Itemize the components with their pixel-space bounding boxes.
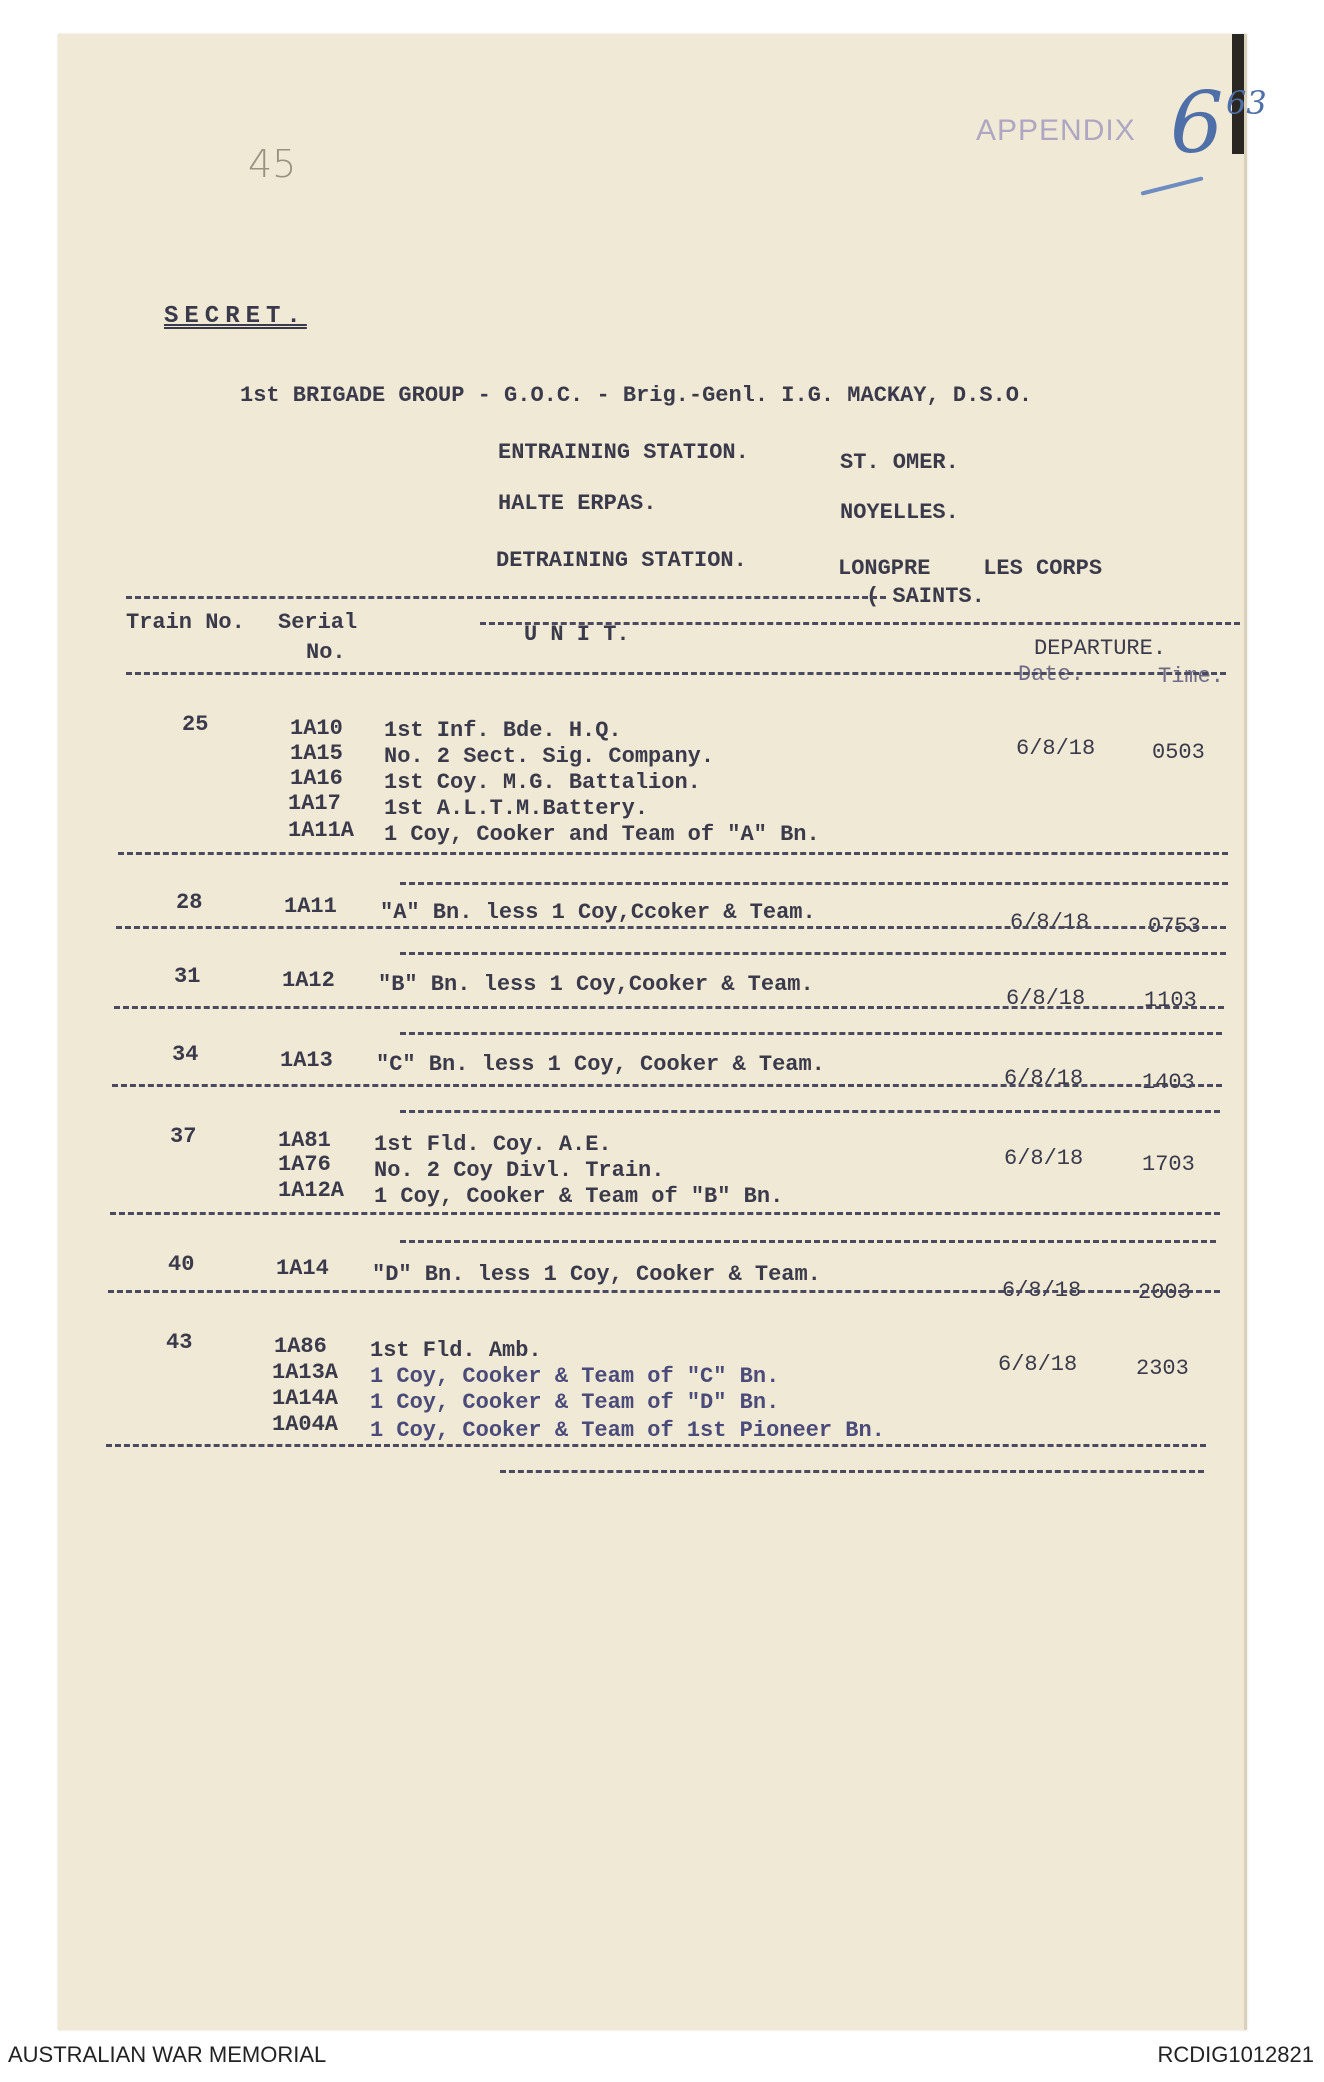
unit-name: "A" Bn. less 1 Coy,Ccoker & Team. <box>380 900 816 925</box>
serial-number: 1A04A <box>272 1412 339 1437</box>
unit-name: No. 2 Sect. Sig. Company. <box>384 744 715 769</box>
unit-name: 1st Coy. M.G. Battalion. <box>384 770 701 795</box>
secret-heading: SECRET. <box>164 303 307 330</box>
departure-date: 6/8/18 <box>1004 1066 1084 1091</box>
departure-time: 1703 <box>1142 1152 1195 1177</box>
serial-number: 1A76 <box>278 1152 331 1177</box>
station-label-halte: HALTE ERPAS. <box>498 491 657 516</box>
header-unit: U N I T. <box>524 622 630 647</box>
rule <box>118 852 1228 855</box>
handwritten-page-number: 63 <box>1226 84 1267 122</box>
rule <box>108 1290 1220 1293</box>
unit-name: "C" Bn. less 1 Coy, Cooker & Team. <box>376 1052 825 1077</box>
serial-number: 1A13 <box>280 1048 333 1073</box>
rule <box>112 1084 1222 1087</box>
header-time: Time. <box>1158 664 1225 689</box>
departure-time: 1103 <box>1144 988 1197 1013</box>
serial-number: 1A81 <box>278 1128 331 1153</box>
serial-number: 1A10 <box>290 716 343 741</box>
appendix-stamp: APPENDIX <box>976 114 1136 147</box>
serial-number: 1A11 <box>284 894 337 919</box>
rule <box>400 1110 1220 1113</box>
unit-name: 1st Fld. Coy. A.E. <box>374 1132 612 1157</box>
serial-number: 1A17 <box>288 791 341 816</box>
serial-number: 1A14A <box>272 1386 339 1411</box>
brigade-line: 1st BRIGADE GROUP - G.O.C. - Brig.-Genl. I.G. MACKAY, D.S.O. <box>240 383 1033 408</box>
station-value-detraining: LONGPRE LES CORPS <box>838 556 1103 581</box>
departure-date: 6/8/18 <box>1004 1146 1084 1171</box>
rule <box>114 1006 1224 1009</box>
train-number: 43 <box>166 1330 193 1355</box>
serial-number: 1A86 <box>274 1334 327 1359</box>
unit-name: 1st A.L.T.M.Battery. <box>384 796 649 821</box>
departure-time: 2303 <box>1136 1356 1189 1381</box>
header-date: Date. <box>1018 662 1085 687</box>
rule <box>106 1444 1206 1447</box>
station-value-halte: NOYELLES. <box>840 500 959 525</box>
footer-right: RCDIG1012821 <box>1157 2042 1314 2067</box>
serial-number: 1A15 <box>290 741 343 766</box>
train-number: 37 <box>170 1124 197 1149</box>
handwritten-dash <box>1140 176 1203 195</box>
handwritten-appendix-number: 6 <box>1170 74 1224 172</box>
departure-date: 6/8/18 <box>1002 1278 1082 1303</box>
header-departure: DEPARTURE. <box>1034 636 1167 661</box>
rule <box>126 596 886 599</box>
train-number: 34 <box>172 1042 199 1067</box>
rule <box>110 1212 1220 1215</box>
train-number: 25 <box>182 712 209 737</box>
saints-note: ( SAINTS. <box>866 584 985 609</box>
unit-name: "D" Bn. less 1 Coy, Cooker & Team. <box>372 1262 821 1287</box>
unit-name: "B" Bn. less 1 Coy,Cooker & Team. <box>378 972 814 997</box>
serial-number: 1A12 <box>282 968 335 993</box>
rule <box>400 952 1226 955</box>
departure-time: 0503 <box>1152 740 1205 765</box>
unit-name: 1st Inf. Bde. H.Q. <box>384 718 622 743</box>
rule <box>400 1240 1216 1243</box>
serial-number: 1A14 <box>276 1256 329 1281</box>
train-number: 28 <box>176 890 203 915</box>
unit-name: 1st Fld. Amb. <box>370 1338 542 1363</box>
unit-name: 1 Coy, Cooker & Team of "D" Bn. <box>370 1390 780 1415</box>
unit-name: 1 Coy, Cooker & Team of "B" Bn. <box>374 1184 784 1209</box>
unit-name: 1 Coy, Cooker and Team of "A" Bn. <box>384 822 820 847</box>
station-label-detraining: DETRAINING STATION. <box>496 548 747 573</box>
departure-time: 0753 <box>1148 914 1201 939</box>
header-train-no: Train No. <box>126 610 245 635</box>
rule <box>400 882 1228 885</box>
unit-name: No. 2 Coy Divl. Train. <box>374 1158 665 1183</box>
departure-time: 2003 <box>1138 1280 1191 1305</box>
departure-date: 6/8/18 <box>1016 736 1096 761</box>
departure-date: 6/8/18 <box>1010 910 1090 935</box>
departure-time: 1403 <box>1142 1070 1195 1095</box>
rule <box>126 672 1226 675</box>
footer-left: AUSTRALIAN WAR MEMORIAL <box>8 2042 327 2067</box>
header-serial: Serial <box>278 610 358 635</box>
unit-name: 1 Coy, Cooker & Team of 1st Pioneer Bn. <box>370 1418 885 1443</box>
rule <box>400 1032 1222 1035</box>
rule <box>116 926 1226 929</box>
pencil-folio-number: 45 <box>248 142 297 186</box>
train-number: 31 <box>174 964 201 989</box>
header-serial-no: No. <box>306 640 346 665</box>
departure-date: 6/8/18 <box>1006 986 1086 1011</box>
unit-name: 1 Coy, Cooker & Team of "C" Bn. <box>370 1364 780 1389</box>
station-value-entraining: ST. OMER. <box>840 450 959 475</box>
rule <box>500 1470 1204 1473</box>
station-label-entraining: ENTRAINING STATION. <box>498 440 749 465</box>
departure-date: 6/8/18 <box>998 1352 1078 1377</box>
train-number: 40 <box>168 1252 195 1277</box>
serial-number: 1A11A <box>288 818 355 843</box>
serial-number: 1A12A <box>278 1178 345 1203</box>
serial-number: 1A13A <box>272 1360 339 1385</box>
serial-number: 1A16 <box>290 766 343 791</box>
